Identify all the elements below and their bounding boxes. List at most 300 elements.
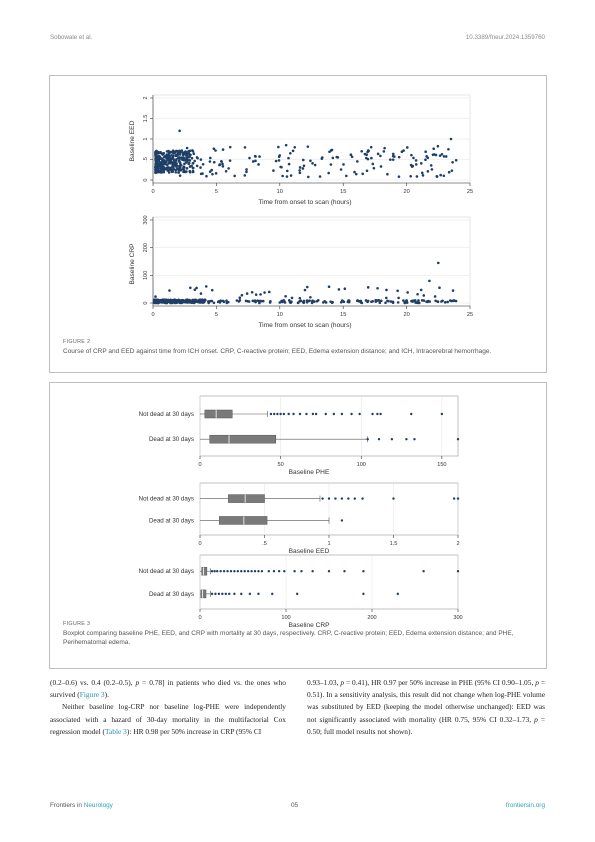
data-point <box>392 153 395 156</box>
outlier-point <box>230 570 232 572</box>
data-point <box>397 297 400 300</box>
table-3-link[interactable]: Table 3 <box>105 726 127 736</box>
data-point <box>168 159 171 162</box>
data-point <box>293 146 296 149</box>
group-label: Dead at 30 days <box>148 436 194 444</box>
outlier-point <box>292 413 294 415</box>
figure-3-caption: Boxplot comparing baseline PHE, EED, and CRP with mortality at 30 days, respectively. CRP, C-reactive protein; EED, Edema extension distance; and PHE, Perihematomal edema. <box>63 630 514 646</box>
outlier-point <box>214 593 216 595</box>
data-point <box>172 154 175 157</box>
data-point <box>303 164 306 167</box>
data-point <box>281 175 284 178</box>
data-point <box>446 301 449 304</box>
x-tick-label: 150 <box>437 462 447 468</box>
outlier-point <box>422 570 424 572</box>
data-point <box>443 174 446 177</box>
data-point <box>222 165 225 168</box>
data-point <box>309 159 312 162</box>
x-tick-label: 20 <box>403 312 410 318</box>
data-point <box>347 301 350 304</box>
data-point <box>449 299 452 302</box>
data-point <box>398 175 401 178</box>
data-point <box>298 300 301 303</box>
data-point <box>241 294 244 297</box>
outlier-point <box>271 593 273 595</box>
data-point <box>340 301 343 304</box>
data-point <box>437 262 440 265</box>
data-point <box>214 149 217 152</box>
outlier-point <box>257 593 259 595</box>
x-tick-label: 10 <box>276 189 283 195</box>
data-point <box>345 175 348 178</box>
data-point <box>205 175 208 178</box>
crp-y-axis-label: Baseline CRP <box>129 243 136 285</box>
outlier-point <box>233 570 235 572</box>
data-point <box>185 154 188 157</box>
outlier-point <box>405 438 407 440</box>
data-point <box>211 173 214 176</box>
data-point <box>365 299 368 302</box>
data-point <box>248 157 251 160</box>
data-point <box>160 171 163 174</box>
data-point <box>330 163 333 166</box>
data-point <box>383 150 386 153</box>
data-point <box>332 157 335 160</box>
data-point <box>186 300 189 303</box>
data-point <box>308 300 311 303</box>
outlier-point <box>347 497 349 499</box>
outlier-point <box>457 497 459 499</box>
data-point <box>416 175 419 178</box>
group-label: Not dead at 30 days <box>138 495 194 503</box>
data-point <box>409 175 412 178</box>
data-point <box>361 172 364 175</box>
data-point <box>254 160 257 163</box>
data-point <box>427 156 430 159</box>
data-point <box>337 156 340 159</box>
data-point <box>283 299 286 302</box>
data-point <box>371 163 374 166</box>
data-point <box>181 300 184 303</box>
outlier-point <box>273 570 275 572</box>
data-point <box>196 165 199 168</box>
data-point <box>397 301 400 304</box>
data-point <box>427 170 430 173</box>
outlier-point <box>276 413 278 415</box>
data-point <box>415 159 418 162</box>
data-point <box>277 146 280 149</box>
running-header-authors: Sobowale et al. <box>50 34 93 41</box>
data-point <box>292 150 295 153</box>
data-point <box>314 164 317 167</box>
data-point <box>155 166 158 169</box>
outlier-point <box>244 570 246 572</box>
data-point <box>168 289 171 292</box>
outlier-point <box>321 497 323 499</box>
data-point <box>370 157 373 160</box>
data-point <box>385 297 388 300</box>
data-point <box>455 159 458 162</box>
data-point <box>378 299 381 302</box>
plot-frame <box>200 555 458 609</box>
data-point <box>175 165 178 168</box>
group-label: Dead at 30 days <box>148 517 194 525</box>
data-point <box>422 294 425 297</box>
data-point <box>434 295 437 298</box>
outlier-point <box>296 593 298 595</box>
data-point <box>450 138 453 141</box>
data-point <box>286 175 289 178</box>
figure-3-boxplots <box>50 383 546 638</box>
data-point <box>366 169 369 172</box>
scatter-panel-eed <box>129 95 473 206</box>
figure-3-label: FIGURE 3 <box>63 621 91 627</box>
data-point <box>172 164 175 167</box>
data-point <box>375 300 378 303</box>
data-point <box>311 162 314 165</box>
data-point <box>351 155 354 158</box>
data-point <box>227 167 230 170</box>
y-tick-label: 200 <box>143 242 149 253</box>
data-point <box>185 170 188 173</box>
data-point <box>254 155 257 158</box>
x-tick-label: 25 <box>466 312 474 318</box>
data-point <box>393 155 396 158</box>
data-point <box>248 300 251 303</box>
y-tick-label: 1 <box>143 137 149 141</box>
outlier-point <box>226 570 228 572</box>
data-point <box>321 157 324 160</box>
data-point <box>435 175 438 178</box>
data-point <box>251 291 254 294</box>
x-tick-label: 300 <box>453 615 463 621</box>
data-point <box>306 301 309 304</box>
box <box>210 435 276 443</box>
data-point <box>311 302 314 305</box>
data-point <box>153 301 156 304</box>
data-point <box>205 285 208 288</box>
data-point <box>211 300 214 303</box>
outlier-point <box>221 593 223 595</box>
data-point <box>330 149 333 152</box>
data-point <box>182 171 185 174</box>
data-point <box>192 167 195 170</box>
outlier-point <box>219 570 221 572</box>
data-point <box>186 167 189 170</box>
data-point <box>299 172 302 175</box>
x-tick-label: .5 <box>262 541 267 547</box>
figure-2-box <box>49 75 547 373</box>
outlier-point <box>397 593 399 595</box>
data-point <box>433 153 436 156</box>
boxplot-x-axis-label: Baseline PHE <box>288 469 330 476</box>
group-label: Dead at 30 days <box>148 590 194 598</box>
data-point <box>342 163 345 166</box>
outlier-point <box>311 570 313 572</box>
data-point <box>275 160 278 163</box>
body-left-column: (0.2–0.6) vs. 0.4 (0.2–0.5), p = 0.78] in patients who died vs. the ones who survived (Figure 3). Neither baseline log-CRP nor baseline log-PHE were independently associated with a hazard of 30-day mortality in the multifactorial Cox regression model (Table 3): HR 0.98 per 50% increase in CRP (95% CI <box>50 678 286 736</box>
footer-website[interactable]: frontiersin.org <box>505 802 545 809</box>
data-point <box>378 301 381 304</box>
data-point <box>390 300 393 303</box>
data-point <box>437 300 440 303</box>
outlier-point <box>283 570 285 572</box>
data-point <box>340 168 343 171</box>
data-point <box>191 301 194 304</box>
data-point <box>380 165 383 168</box>
data-point <box>213 301 216 304</box>
data-point <box>174 150 177 153</box>
data-point <box>328 285 331 288</box>
data-point <box>415 163 418 166</box>
data-point <box>278 154 281 157</box>
data-point <box>163 159 166 162</box>
data-point <box>325 301 328 304</box>
data-point <box>160 301 163 304</box>
data-point <box>278 159 281 162</box>
data-point <box>166 150 169 153</box>
outlier-point <box>362 593 364 595</box>
y-tick-label: 1.5 <box>143 114 149 123</box>
data-point <box>302 159 305 162</box>
data-point <box>174 160 177 163</box>
outlier-point <box>299 413 301 415</box>
x-tick-label: 50 <box>277 462 284 468</box>
x-tick-label: 2 <box>456 541 460 547</box>
figure-2-label: FIGURE 2 <box>63 339 91 345</box>
data-point <box>307 145 310 148</box>
outlier-point <box>261 570 263 572</box>
box <box>205 410 232 418</box>
boxplot-x-axis-label: Baseline EED <box>288 548 330 555</box>
data-point <box>244 174 247 177</box>
outlier-point <box>328 570 330 572</box>
data-point <box>299 297 302 300</box>
data-point <box>420 289 423 292</box>
data-point <box>222 300 225 303</box>
data-point <box>209 170 212 173</box>
data-point <box>424 150 427 153</box>
outlier-point <box>211 593 213 595</box>
data-point <box>306 286 309 289</box>
data-point <box>411 300 414 303</box>
outlier-point <box>315 413 317 415</box>
box <box>201 590 206 598</box>
data-point <box>163 301 166 304</box>
outlier-point <box>240 593 242 595</box>
data-point <box>402 299 405 302</box>
data-point <box>245 171 248 174</box>
outlier-point <box>341 497 343 499</box>
boxplot-panel <box>139 483 460 555</box>
y-tick-label: 0 <box>143 178 149 182</box>
data-point <box>269 301 272 304</box>
data-point <box>371 300 374 303</box>
plot-frame <box>200 396 458 456</box>
x-tick-label: 100 <box>356 462 366 468</box>
data-point <box>194 299 197 302</box>
data-point <box>207 301 210 304</box>
outlier-point <box>453 497 455 499</box>
data-point <box>167 300 170 303</box>
x-tick-label: 100 <box>281 615 291 621</box>
data-point <box>338 288 341 291</box>
data-point <box>202 163 205 166</box>
data-point <box>189 170 192 173</box>
data-point <box>229 159 232 162</box>
data-point <box>285 144 288 147</box>
data-point <box>286 170 289 173</box>
data-point <box>253 300 256 303</box>
data-point <box>448 171 451 174</box>
data-point <box>183 163 186 166</box>
data-point <box>168 154 171 157</box>
data-point <box>192 171 195 174</box>
data-point <box>171 170 174 173</box>
data-point <box>244 146 247 149</box>
outlier-point <box>457 438 459 440</box>
data-point <box>447 148 450 151</box>
x-tick-label: 20 <box>403 189 410 195</box>
data-point <box>422 174 425 177</box>
data-point <box>426 301 429 304</box>
data-point <box>392 158 395 161</box>
data-point <box>355 173 358 176</box>
data-point <box>245 300 248 303</box>
outlier-point <box>211 570 213 572</box>
data-point <box>156 299 159 302</box>
data-point <box>379 155 382 158</box>
outlier-point <box>237 570 239 572</box>
data-point <box>410 154 413 157</box>
data-point <box>439 174 442 177</box>
data-point <box>398 156 401 159</box>
data-point <box>191 149 194 152</box>
data-point <box>389 158 392 161</box>
y-tick-label: 100 <box>143 270 149 281</box>
x-tick-label: 0 <box>198 615 202 621</box>
data-point <box>154 159 157 162</box>
data-point <box>353 171 356 174</box>
body-right-column: 0.93–1.03, p = 0.41), HR 0.97 per 50% increase in PHE (95% CI 0.90–1.05, p = 0.51). In a sensitivity analysis, this result did not change when log-PHE volume was substituted by EED (keeping the model otherwise unchanged): EED was not significantly associated with mortality (HR 0.75, 95% CI 0.32–1.73, p = 0.50; full model results not shown). <box>307 678 545 736</box>
outlier-point <box>334 497 336 499</box>
group-label: Not dead at 30 days <box>138 568 194 576</box>
figure-3-box <box>49 382 547 669</box>
data-point <box>421 299 424 302</box>
data-point <box>182 168 185 171</box>
figure-3-link[interactable]: Figure 3 <box>79 690 105 700</box>
outlier-point <box>391 438 393 440</box>
data-point <box>386 173 389 176</box>
data-point <box>192 162 195 165</box>
x-tick-label: 10 <box>276 312 283 318</box>
data-point <box>263 291 266 294</box>
data-point <box>183 300 186 303</box>
data-point <box>387 300 390 303</box>
data-point <box>257 163 260 166</box>
outlier-point <box>378 438 380 440</box>
y-tick-label: 2 <box>143 96 149 100</box>
data-point <box>280 300 283 303</box>
outlier-point <box>341 413 343 415</box>
box <box>228 495 264 503</box>
data-point <box>190 165 193 168</box>
data-point <box>424 158 427 161</box>
data-point <box>367 286 370 289</box>
outlier-point <box>392 497 394 499</box>
data-point <box>402 149 405 152</box>
data-point <box>200 158 203 161</box>
data-point <box>307 176 310 179</box>
outlier-point <box>371 413 373 415</box>
data-point <box>200 173 203 176</box>
outlier-point <box>362 570 364 572</box>
y-tick-label: 300 <box>143 215 149 225</box>
outlier-point <box>247 570 249 572</box>
data-point <box>290 174 293 177</box>
data-point <box>181 151 184 154</box>
data-point <box>451 169 454 172</box>
boxplot-panel <box>139 555 463 629</box>
data-point <box>167 162 170 165</box>
x-tick-label: 1.5 <box>389 541 398 547</box>
data-point <box>185 158 188 161</box>
data-point <box>246 292 249 295</box>
data-point <box>370 146 373 149</box>
data-point <box>186 147 189 150</box>
data-point <box>188 162 191 165</box>
data-point <box>154 153 157 156</box>
data-point <box>233 175 236 178</box>
data-point <box>177 171 180 174</box>
outlier-point <box>233 593 235 595</box>
x-tick-label: 25 <box>466 189 474 195</box>
data-point <box>383 147 386 150</box>
data-point <box>302 301 305 304</box>
data-point <box>331 301 334 304</box>
data-point <box>284 295 287 298</box>
data-point <box>291 297 294 300</box>
data-point <box>229 146 232 149</box>
data-point <box>191 157 194 160</box>
data-point <box>204 299 207 302</box>
footer-journal[interactable]: Frontiers in Neurology <box>50 802 113 809</box>
data-point <box>311 299 314 302</box>
running-header-doi: 10.3389/fneur.2024.1359760 <box>465 34 545 41</box>
data-point <box>302 167 305 170</box>
outlier-point <box>250 570 252 572</box>
data-point <box>361 302 364 305</box>
outlier-point <box>240 570 242 572</box>
data-point <box>344 287 347 290</box>
data-point <box>289 301 292 304</box>
data-point <box>193 152 196 155</box>
data-point <box>377 153 380 156</box>
eed-y-axis-label: Baseline EED <box>129 120 136 162</box>
data-point <box>430 164 433 167</box>
data-point <box>170 167 173 170</box>
data-point <box>385 289 388 292</box>
data-point <box>174 171 177 174</box>
data-point <box>189 286 192 289</box>
data-point <box>287 157 290 160</box>
outlier-point <box>213 570 215 572</box>
data-point <box>421 172 424 175</box>
data-point <box>451 161 454 164</box>
data-point <box>396 289 399 292</box>
data-point <box>428 280 431 283</box>
data-point <box>406 291 409 294</box>
